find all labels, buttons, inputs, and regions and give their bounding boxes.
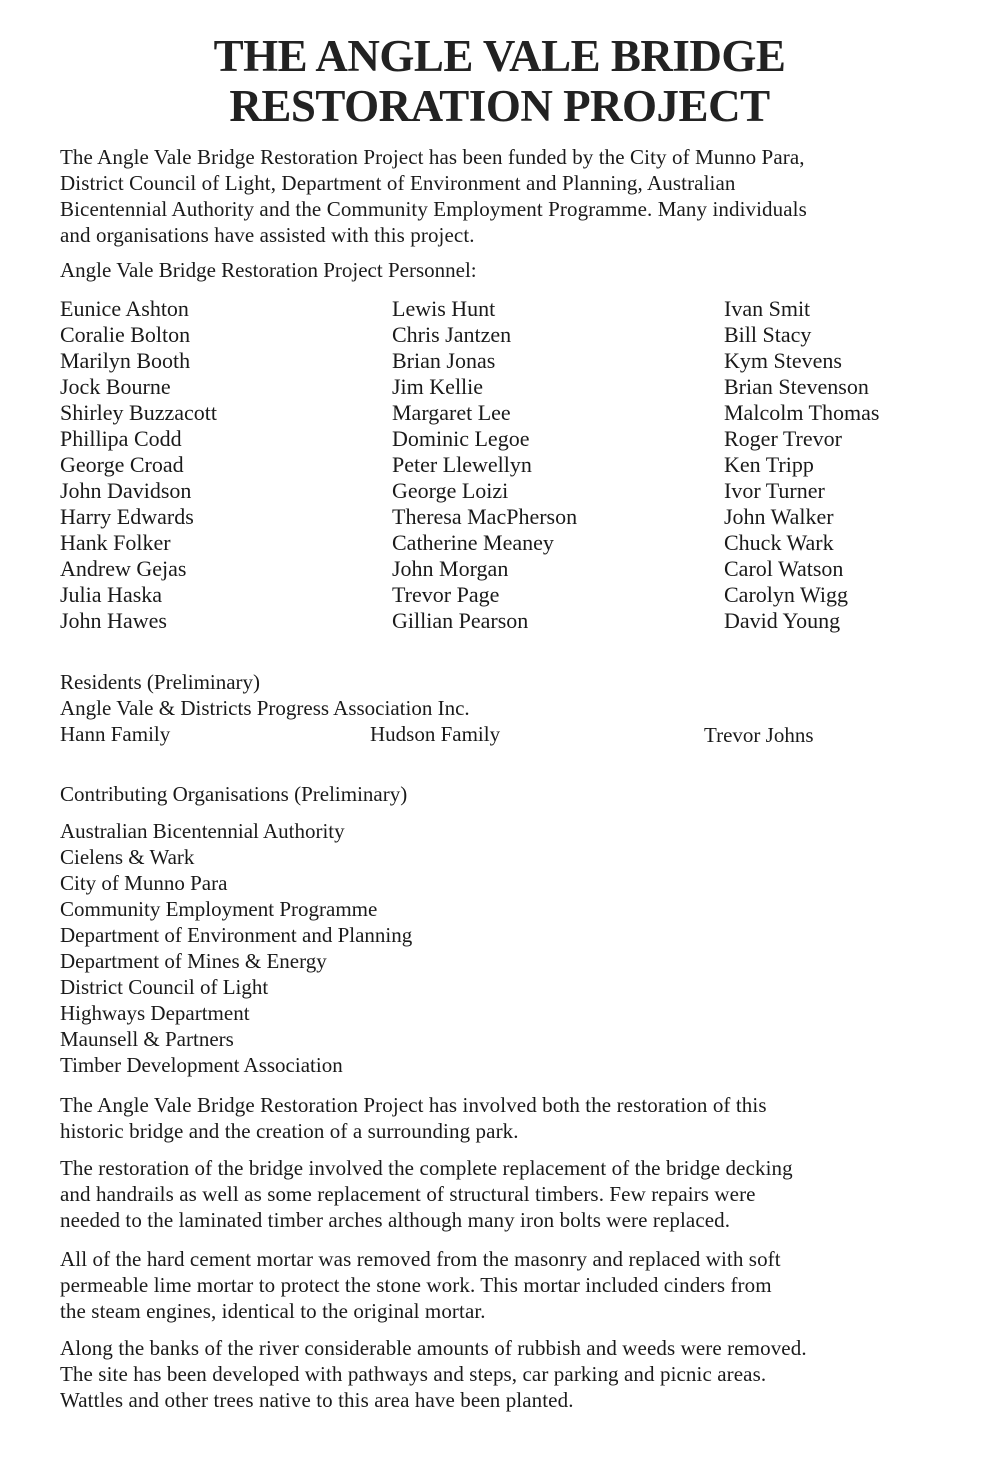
personnel-column-3 <box>724 296 879 634</box>
person-name: Jock Bourne <box>60 374 171 399</box>
person-name: Shirley Buzzacott <box>60 400 218 425</box>
person-name: John Hawes <box>60 608 167 633</box>
person-name: Harry Edwards <box>60 504 194 529</box>
person-name: Margaret Lee <box>392 400 511 425</box>
organisation-item: Maunsell & Partners <box>60 1027 234 1051</box>
body-line: historic bridge and the creation of a surrounding park. <box>60 1119 519 1143</box>
organisation-item: City of Munno Para <box>60 871 228 895</box>
organisations-list <box>60 818 412 1078</box>
organisation-item: District Council of Light <box>60 975 269 999</box>
organisation-item: Department of Environment and Planning <box>60 923 413 947</box>
person-name: Phillipa Codd <box>60 426 182 451</box>
person-name: John Walker <box>724 504 834 529</box>
person-name: Dominic Legoe <box>392 426 530 451</box>
organisation-item: Highways Department <box>60 1001 250 1025</box>
body-line: needed to the laminated timber arches although many iron bolts were replaced. <box>60 1208 731 1232</box>
person-name: Trevor Page <box>392 582 500 607</box>
residents-association: Angle Vale & Districts Progress Association Inc. <box>60 696 470 720</box>
body-line: The restoration of the bridge involved the complete replacement of the bridge decking <box>60 1156 793 1180</box>
person-name: Coralie Bolton <box>60 322 191 347</box>
person-name: Catherine Meaney <box>392 530 554 555</box>
organisations-heading: Contributing Organisations (Preliminary) <box>60 782 408 806</box>
person-name: Gillian Pearson <box>392 608 529 633</box>
personnel-column-2 <box>392 296 577 634</box>
body-line: All of the hard cement mortar was removed from the masonry and replaced with soft <box>60 1247 781 1271</box>
person-name: Brian Jonas <box>392 348 496 373</box>
intro-line: District Council of Light, Department of Environment and Planning, Australian <box>60 171 736 195</box>
organisation-item: Department of Mines & Energy <box>60 949 327 973</box>
person-name: Ivan Smit <box>724 296 811 321</box>
person-name: Carol Watson <box>724 556 844 581</box>
personnel-column-1 <box>60 296 217 634</box>
body-line: The Angle Vale Bridge Restoration Project has involved both the restoration of this <box>60 1093 767 1117</box>
body-paragraph <box>60 1246 940 1324</box>
person-name: Marilyn Booth <box>60 348 191 373</box>
person-name: John Morgan <box>392 556 509 581</box>
person-name: Kym Stevens <box>724 348 842 373</box>
body-line: permeable lime mortar to protect the stone work. This mortar included cinders from <box>60 1273 772 1297</box>
organisation-item: Australian Bicentennial Authority <box>60 819 345 843</box>
person-name: Roger Trevor <box>724 426 842 451</box>
person-name: Chris Jantzen <box>392 322 512 347</box>
organisation-item: Cielens & Wark <box>60 845 195 869</box>
person-name: Andrew Gejas <box>60 556 187 581</box>
body-line: Along the banks of the river considerable amounts of rubbish and weeds were removed. <box>60 1336 807 1360</box>
person-name: Malcolm Thomas <box>724 400 880 425</box>
body-paragraph <box>60 1335 940 1413</box>
body-paragraph <box>60 1092 940 1144</box>
body-line: The site has been developed with pathways and steps, car parking and picnic areas. <box>60 1362 767 1386</box>
person-name: Chuck Wark <box>724 530 834 555</box>
person-name: Ivor Turner <box>724 478 825 503</box>
intro-line: and organisations have assisted with this project. <box>60 223 475 247</box>
person-name: Bill Stacy <box>724 322 812 347</box>
body-line: the steam engines, identical to the original mortar. <box>60 1299 486 1323</box>
residents-heading: Residents (Preliminary) <box>60 670 261 694</box>
title-line-2: RESTORATION PROJECT <box>229 81 770 131</box>
person-name: Eunice Ashton <box>60 296 189 321</box>
title-line-1: THE ANGLE VALE BRIDGE <box>213 31 786 81</box>
organisation-item: Timber Development Association <box>60 1053 343 1077</box>
person-name: Hank Folker <box>60 530 171 555</box>
person-name: Peter Llewellyn <box>392 452 532 477</box>
person-name: Ken Tripp <box>724 452 814 477</box>
person-name: Brian Stevenson <box>724 374 869 399</box>
person-name: Carolyn Wigg <box>724 582 848 607</box>
body-line: Wattles and other trees native to this area have been planted. <box>60 1388 574 1412</box>
person-name: Jim Kellie <box>392 374 484 399</box>
organisation-item: Community Employment Programme <box>60 897 378 921</box>
person-name: David Young <box>724 608 841 633</box>
person-name: George Croad <box>60 452 184 477</box>
body-paragraph <box>60 1155 940 1233</box>
personnel-heading: Angle Vale Bridge Restoration Project Personnel: <box>60 258 477 282</box>
intro-line: The Angle Vale Bridge Restoration Project has been funded by the City of Munno Para, <box>60 145 805 169</box>
person-name: Julia Haska <box>60 582 163 607</box>
person-name: Theresa MacPherson <box>392 504 578 529</box>
resident-family: Hann Family <box>60 722 171 746</box>
body-line: and handrails as well as some replacement of structural timbers. Few repairs were <box>60 1182 756 1206</box>
resident-family: Hudson Family <box>370 722 501 746</box>
resident-family: Trevor Johns <box>704 723 814 747</box>
intro-paragraph <box>60 144 940 248</box>
person-name: John Davidson <box>60 478 192 503</box>
person-name: George Loizi <box>392 478 509 503</box>
intro-line: Bicentennial Authority and the Community Employment Programme. Many individuals <box>60 197 807 221</box>
person-name: Lewis Hunt <box>392 296 496 321</box>
